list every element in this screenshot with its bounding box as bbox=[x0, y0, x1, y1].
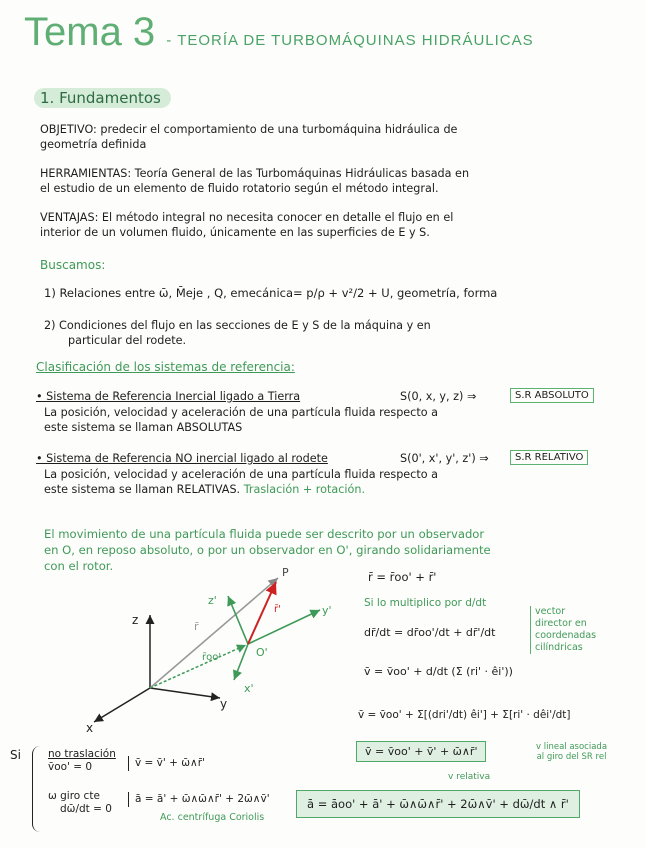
si-label: Si bbox=[10, 748, 21, 762]
point-p-label: P bbox=[282, 566, 289, 579]
y-axis-label: y bbox=[220, 697, 228, 711]
section-heading: 1. Fundamentos bbox=[34, 88, 171, 108]
r-vector-label: r̄ bbox=[194, 620, 199, 633]
clasificacion-heading: Clasificación de los sistemas de referencia: bbox=[36, 360, 295, 374]
o-prime-label: O' bbox=[256, 646, 268, 659]
result-acceleration: ā = ā' + ω̄∧ω̄∧r̄' + 2ω̄∧v̄' bbox=[128, 792, 270, 807]
no-inercial-desc-line-2: este sistema se llaman RELATIVAS. bbox=[44, 483, 241, 496]
multiplico-note: Si lo multiplico por d/dt bbox=[364, 597, 487, 609]
ventajas-line-1: VENTAJAS: El método integral no necesita conocer en detalle el flujo en el bbox=[40, 211, 454, 224]
movimiento-line-3: con el rotor. bbox=[44, 559, 114, 573]
r-prime-label: r̄' bbox=[274, 604, 281, 615]
herramientas-line-2: el estudio de un elemento de fluido rotatorio según el método integral. bbox=[40, 182, 439, 195]
buscamos-item-2-line-1: 2) Condiciones del flujo en las secciones de E y S de la máquina y en bbox=[44, 319, 431, 332]
buscamos-label: Buscamos: bbox=[40, 258, 106, 272]
buscamos-item-1: 1) Relaciones entre ω̄, M̄eje , Q, emecánica= p/ρ + v²/2 + U, geometría, forma bbox=[44, 286, 498, 300]
roo-label: r̄oo' bbox=[202, 652, 222, 663]
ventajas-line-2: interior de un volumen fluido, únicamente en las superficies de E y S. bbox=[40, 226, 430, 239]
objetivo-block bbox=[40, 122, 457, 152]
herramientas-block bbox=[40, 166, 469, 196]
tema-subtitle: - TEORÍA DE TURBOMÁQUINAS HIDRÁULICAS bbox=[166, 32, 534, 49]
objetivo-line-2: geometría definida bbox=[40, 138, 147, 151]
no-inercial-coords: S(0', x', y', z') ⇒ bbox=[400, 452, 489, 465]
vector-director-line-3: coordenadas bbox=[535, 630, 597, 641]
cond-giro-cte bbox=[48, 790, 112, 816]
cond-giro-cte-line-1: ω giro cte bbox=[48, 790, 100, 802]
eq-position: r̄ = r̄oo' + r̄' bbox=[368, 570, 437, 584]
ventajas-block bbox=[40, 210, 453, 240]
vector-director-note bbox=[530, 606, 596, 654]
objetivo-line-1: OBJETIVO: predecir el comportamiento de una turbomáquina hidráulica de bbox=[40, 123, 458, 136]
vector-director-line-1: vector bbox=[535, 606, 566, 617]
v-lineal-note bbox=[536, 742, 607, 762]
vector-director-line-2: director en bbox=[535, 618, 587, 629]
page-title bbox=[24, 10, 534, 55]
inercial-desc-line-1: La posición, velocidad y aceleración de una partícula fluida respecto a bbox=[44, 406, 438, 419]
sr-absoluto-box: S.R ABSOLUTO bbox=[510, 388, 594, 403]
cond-no-traslacion bbox=[48, 748, 116, 774]
result-velocity: v̄ = v̄' + ω̄∧r̄' bbox=[128, 756, 205, 771]
cond-no-traslacion-line-1: no traslación bbox=[48, 748, 116, 760]
v-relativa-note: v relativa bbox=[448, 772, 491, 782]
roo-vector bbox=[150, 645, 246, 688]
z-axis-label: z bbox=[132, 613, 139, 627]
cond-no-traslacion-line-2: v̄oo' = 0 bbox=[48, 761, 93, 773]
inercial-coords: S(0, x, y, z) ⇒ bbox=[400, 390, 477, 403]
y-prime-label: y' bbox=[322, 604, 332, 617]
no-inercial-desc-line-2-wrap bbox=[44, 482, 438, 497]
y-prime-axis bbox=[248, 610, 320, 644]
z-prime-axis bbox=[228, 596, 248, 644]
eq-velocity-sum: v̄ = v̄oo' + d/dt (Σ (ri' · êi')) bbox=[364, 665, 513, 678]
cond-giro-cte-line-2: dω̄/dt = 0 bbox=[60, 803, 112, 815]
traslacion-rotacion-note: Traslación + rotación. bbox=[243, 483, 365, 496]
tema-label: Tema 3 bbox=[24, 10, 156, 54]
inercial-desc-line-2: este sistema se llaman ABSOLUTAS bbox=[44, 421, 243, 434]
herramientas-line-1: HERRAMIENTAS: Teoría General de las Turbomáquinas Hidráulicas basada en bbox=[40, 167, 470, 180]
z-prime-label: z' bbox=[208, 594, 217, 607]
inercial-title: • Sistema de Referencia Inercial ligado a Tierra bbox=[36, 390, 301, 403]
x-axis bbox=[94, 688, 150, 722]
v-lineal-line-2: al giro del SR rel bbox=[536, 752, 607, 762]
movimiento-line-2: en O, en reposo absoluto, o por un observador en O', girando solidariamente bbox=[44, 543, 491, 557]
no-inercial-title: • Sistema de Referencia NO inercial ligado al rodete bbox=[36, 452, 328, 465]
sr-relativo-box: S.R RELATIVO bbox=[510, 450, 588, 465]
no-inercial-desc-line-1: La posición, velocidad y aceleración de una partícula fluida respecto a bbox=[44, 468, 438, 481]
centrifuga-coriolis-note: Ac. centrífuga Coriolis bbox=[160, 812, 265, 823]
v-lineal-line-1: v lineal asociada bbox=[536, 742, 608, 752]
reference-frames-diagram bbox=[70, 560, 350, 740]
eq-velocity-final-box: v̄ = v̄oo' + v̄' + ω̄∧r̄' bbox=[356, 741, 486, 762]
x-prime-label: x' bbox=[244, 682, 254, 695]
movimiento-line-1: El movimiento de una partícula fluida puede ser descrito por un observador bbox=[44, 527, 485, 541]
x-prime-axis bbox=[234, 644, 248, 680]
eq-acceleration-final-box: ā = āoo' + ā' + ω̄∧ω̄∧r̄' + 2ω̄∧v̄' + dω̄/dt ∧ r̄' bbox=[296, 790, 580, 818]
x-axis-label: x bbox=[86, 721, 94, 735]
si-brace bbox=[32, 746, 43, 832]
eq-velocity-expanded: v̄ = v̄oo' + Σ[(dri'/dt) êi'] + Σ[ri' · dêi'/dt] bbox=[358, 709, 571, 721]
y-axis bbox=[150, 688, 220, 698]
buscamos-item-2 bbox=[44, 318, 431, 348]
eq-derivative: dr̄/dt = dr̄oo'/dt + dr̄'/dt bbox=[364, 626, 496, 639]
inercial-desc bbox=[44, 405, 438, 435]
vector-director-line-4: cilíndricas bbox=[535, 642, 583, 653]
no-inercial-desc bbox=[44, 467, 438, 497]
buscamos-item-2-line-2: particular del rodete. bbox=[68, 334, 187, 347]
